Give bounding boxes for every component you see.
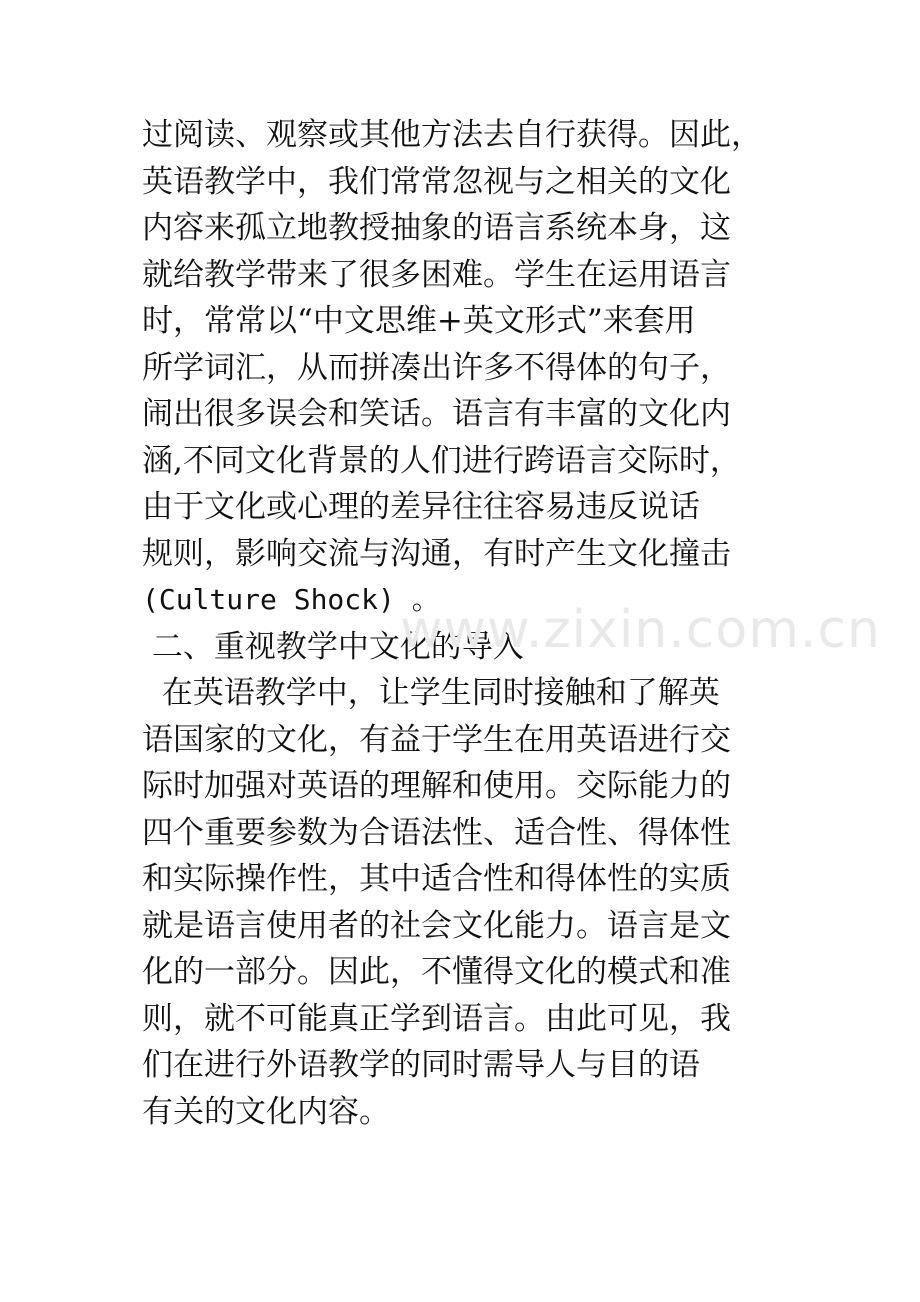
text-line: 由于文化或心理的差异往往容易违反说话 [142,489,700,525]
text-line: 则，就不可能真正学到语言。由此可见，我 [142,1000,731,1037]
body-text [142,112,802,1135]
text-line: 涵,不同文化背景的人们进行跨语言交际时， [142,442,741,479]
text-line: 语国家的文化，有益于学生在用英语进行交 [142,721,731,758]
text-line: 英语教学中，我们常常忽视与之相关的文化 [142,163,731,200]
section-heading: 二、重视教学中文化的导入 [142,628,524,665]
text-line: 际时加强对英语的理解和使用。交际能力的 [142,768,731,804]
text-line: 规则，影响交流与沟通，有时产生文化撞击 [142,535,731,572]
text-line: 化的一部分。因此，不懂得文化的模式和准 [142,954,731,990]
text-line: 有关的文化内容。 [142,1093,390,1130]
text-line: 时，常常以“中文思维+英文形式”来套用 [142,303,696,339]
text-line: 四个重要参数为合语法性、适合性、得体性 [142,814,731,851]
text-line: 就给教学带来了很多困难。学生在运用语言 [142,256,731,293]
text-line: 们在进行外语教学的同时需导人与目的语 [142,1047,700,1083]
text-line: 过阅读、观察或其他方法去自行获得。因此， [142,117,762,153]
text-line: 在英语教学中，让学生同时接触和了解英 [142,675,720,711]
text-line: 就是语言使用者的社会文化能力。语言是文 [142,907,731,944]
text-line-english-term: (Culture Shock) 。 [142,583,440,616]
text-line: 所学词汇，从而拼凑出许多不得体的句子， [142,349,731,386]
text-line: 和实际操作性，其中适合性和得体性的实质 [142,861,731,897]
text-line: 内容来孤立地教授抽象的语言系统本身，这 [142,210,731,246]
text-line: 闹出很多误会和笑话。语言有丰富的文化内 [142,396,731,432]
watermark: www.zixin.com.cn [400,600,881,660]
